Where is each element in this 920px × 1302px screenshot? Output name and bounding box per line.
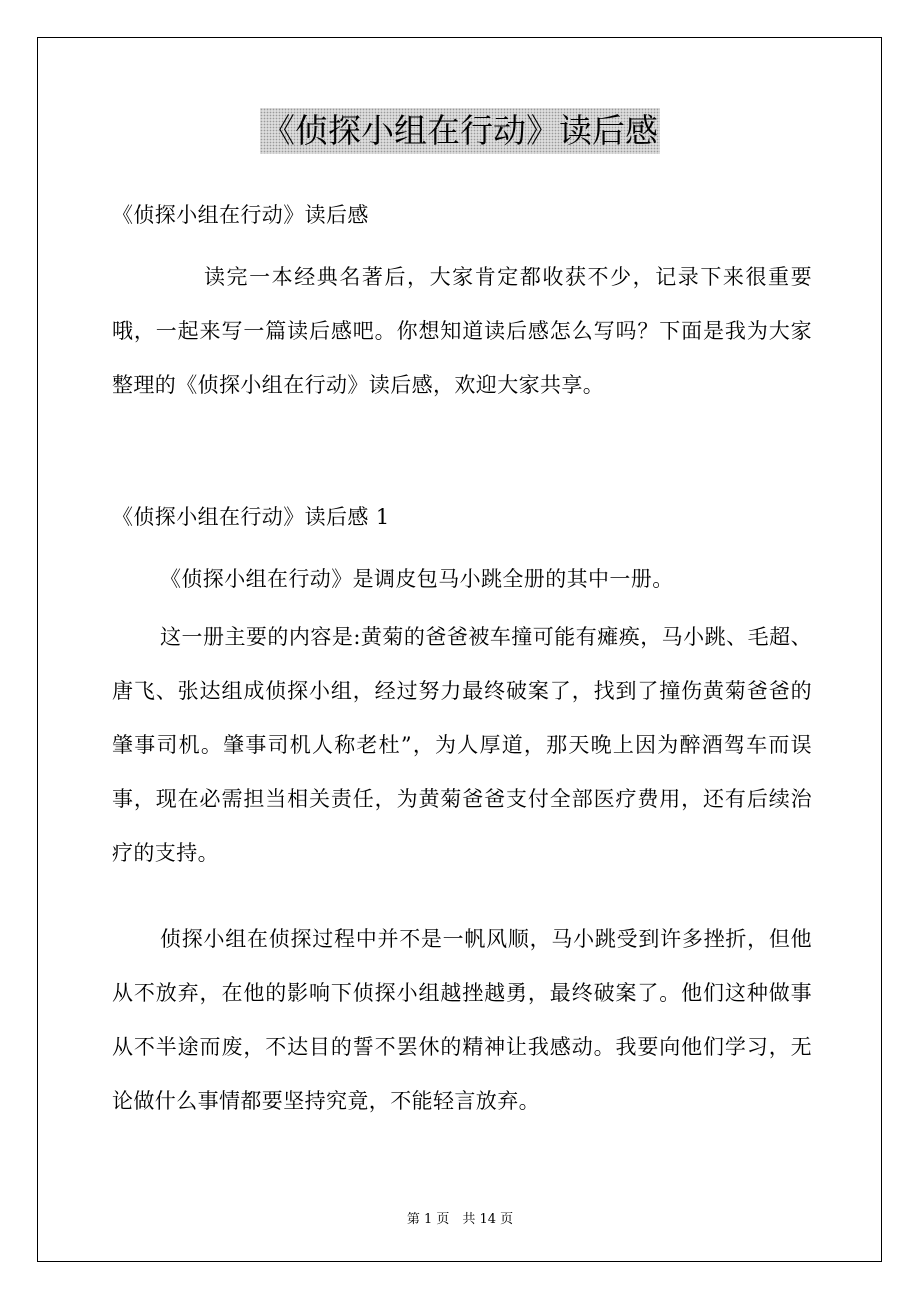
body-paragraph-1: 《侦探小组在行动》是调皮包马小跳全册的其中一册。 bbox=[160, 567, 674, 591]
body-paragraph-2: 这一册主要的内容是:黄菊的爸爸被车撞可能有瘫痪，马小跳、毛超、唐飞、张达组成侦探小组，经过努力最终破案了，找到了撞伤黄菊爸爸的肇事司机。肇事司机人称老杜”，为人厚道，那天晚上因为醉酒驾车而误事，现在必需担当相关责任，为黄菊爸爸支付全部医疗费用，还有后续治疗的支持。 bbox=[112, 625, 812, 865]
document-title-block bbox=[0, 108, 920, 154]
document-subtitle: 《侦探小组在行动》读后感 bbox=[112, 203, 369, 227]
intro-paragraph: 读完一本经典名著后，大家肯定都收获不少，记录下来很重要哦，一起来写一篇读后感吧。你想知道读后感怎么写吗？下面是我为大家整理的《侦探小组在行动》读后感，欢迎大家共享。 bbox=[112, 265, 812, 397]
page-footer: 第 1 页 共 14 页 bbox=[406, 1212, 514, 1227]
body-paragraph-3: 侦探小组在侦探过程中并不是一帆风顺，马小跳受到许多挫折，但他从不放弃，在他的影响下侦探小组越挫越勇，最终破案了。他们这种做事从不半途而废，不达目的誓不罢休的精神让我感动。我要向他们学习，无论做什么事情都要坚持究竟，不能轻言放弃。 bbox=[112, 927, 812, 1113]
section-heading: 《侦探小组在行动》读后感 1 bbox=[112, 505, 390, 529]
document-title: 《侦探小组在行动》读后感 bbox=[260, 108, 660, 154]
